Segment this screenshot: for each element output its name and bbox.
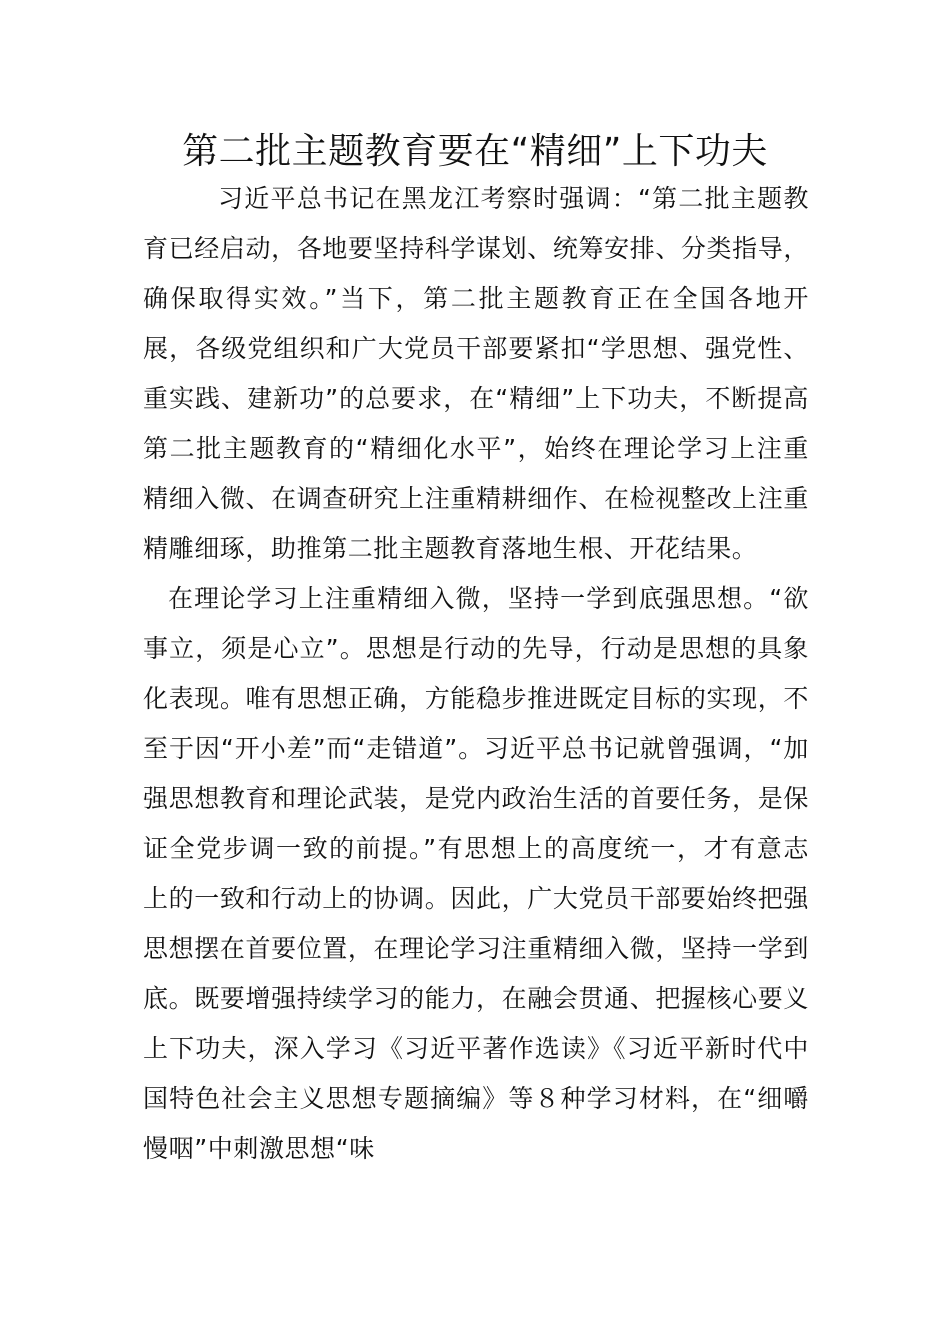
paragraph-intro: 习近平总书记在黑龙江考察时强调：“第二批主题教育已经启动，各地要坚持科学谋划、统筹安排、分类指导，确保取得实效。”当下，第二批主题教育正在全国各地开展，各级党组织和广大党员干部要紧扣“学思想、强党性、重实践、建新功”的总要求，在“精细”上下功夫，不断提高第二批主题教育的“精细化水平”，始终在理论学习上注重精细入微、在调查研究上注重精耕细作、在检视整改上注重精雕细琢，助推第二批主题教育落地生根、开花结果。 <box>143 184 809 563</box>
document-title: 第二批主题教育要在“精细”上下功夫 <box>182 131 768 172</box>
paragraph-theory-study: 在理论学习上注重精细入微，坚持一学到底强思想。“欲事立，须是心立”。思想是行动的先导，行动是思想的具象化表现。唯有思想正确，方能稳步推进既定目标的实现，不至于因“开小差”而“走错道”。习近平总书记就曾强调，“加强思想教育和理论武装，是党内政治生活的首要任务，是保证全党步调一致的前提。”有思想上的高度统一，才有意志上的一致和行动上的协调。因此，广大党员干部要始终把强思想摆在首要位置，在理论学习注重精细入微，坚持一学到底。既要增强持续学习的能力，在融会贯通、把握核心要义上下功夫，深入学习《习近平著作选读》《习近平新时代中国特色社会主义思想专题摘编》等８种学习材料，在“细嚼慢咽”中刺激思想“味 <box>143 584 809 1163</box>
document-body <box>143 174 809 1174</box>
